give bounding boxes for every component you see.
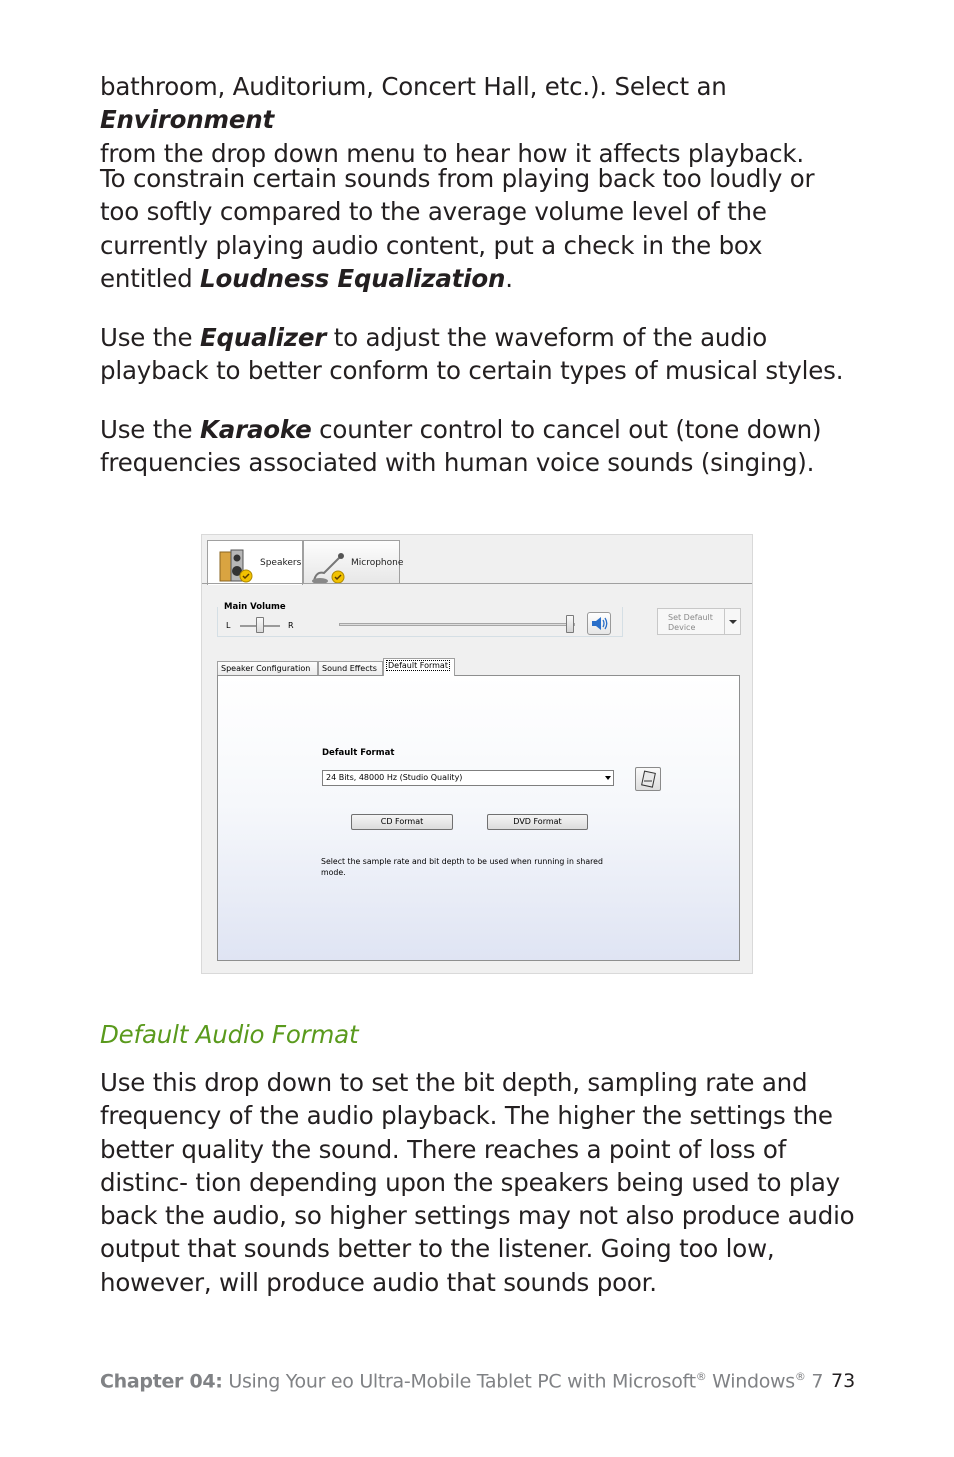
paragraph-text: counter control to cancel out (tone down) frequencies associated with human voice sounds (singing). bbox=[100, 415, 822, 478]
main-volume-label: Main Volume bbox=[224, 602, 286, 612]
registered-mark: ® bbox=[794, 1370, 806, 1383]
paragraph-text: Use the bbox=[100, 415, 200, 444]
tab-speakers[interactable] bbox=[207, 540, 303, 585]
tab-default-format[interactable] bbox=[383, 658, 455, 676]
tab-microphone[interactable] bbox=[303, 540, 404, 583]
set-default-device-label: Set Default Device bbox=[668, 613, 713, 632]
test-button[interactable] bbox=[635, 767, 661, 791]
default-format-value: 24 Bits, 48000 Hz (Studio Quality) bbox=[326, 773, 463, 782]
tab-speaker-configuration[interactable] bbox=[217, 661, 318, 676]
default-format-select[interactable] bbox=[322, 770, 614, 786]
footer-chapter: Chapter 04: bbox=[100, 1370, 223, 1393]
emphasis-environment: Environment bbox=[100, 105, 275, 135]
tab-label: Sound Effects bbox=[322, 664, 377, 673]
paragraph-text: bathroom, Auditorium, Concert Hall, etc.). Select an bbox=[100, 72, 727, 101]
paragraph-text: Use the bbox=[100, 323, 200, 352]
microphone-icon bbox=[310, 549, 350, 585]
registered-mark: ® bbox=[695, 1370, 707, 1383]
chevron-down-icon bbox=[605, 776, 611, 780]
tab-sound-effects[interactable] bbox=[318, 661, 383, 676]
paragraph-karaoke bbox=[100, 413, 860, 480]
volume-slider-track bbox=[339, 623, 575, 626]
balance-right-label: R bbox=[288, 621, 294, 630]
cd-format-button[interactable]: CD Format bbox=[351, 814, 453, 830]
emphasis-loudness-equalization: Loudness Equalization bbox=[200, 263, 506, 293]
test-sound-icon bbox=[636, 768, 660, 790]
speakers-icon bbox=[218, 549, 256, 585]
emphasis-equalizer: Equalizer bbox=[199, 323, 327, 352]
audio-settings-screenshot bbox=[201, 534, 753, 974]
paragraph-text: to adjust the waveform of the audio playback to better conform to certain types of musical styles. bbox=[100, 323, 844, 386]
paragraph-text: Use this drop down to set the bit depth, sampling rate and frequency of the audio playback. The higher the settings the better quality the sound. There reaches a point of loss of distinc- tion depending upon the speakers being used to play back the audio, so higher settings may not also produce audio output that sounds better to the listener. Going too low, however, will produce audio that sounds poor. bbox=[100, 1068, 855, 1297]
emphasis-karaoke: Karaoke bbox=[199, 415, 312, 444]
footer-title: 7 bbox=[805, 1370, 824, 1393]
tab-label: Speaker Configuration bbox=[221, 664, 311, 673]
set-default-device-dropdown[interactable] bbox=[657, 608, 741, 635]
speaker-volume-icon bbox=[588, 613, 610, 634]
balance-slider-thumb[interactable] bbox=[256, 617, 264, 633]
paragraph-text: To constrain certain sounds from playing back too loudly or too softly compared to the average volume level of the currently playing audio content, put a check in the box entitled bbox=[100, 164, 815, 293]
paragraph-loudness bbox=[100, 162, 860, 295]
balance-left-label: L bbox=[226, 621, 231, 630]
paragraph-default-audio-format bbox=[100, 1066, 860, 1299]
page-footer bbox=[100, 1370, 823, 1392]
tab-speakers-label: Speakers bbox=[260, 558, 302, 568]
paragraph-text: . bbox=[505, 263, 513, 293]
dvd-format-button[interactable]: DVD Format bbox=[487, 814, 588, 830]
footer-title: Windows bbox=[706, 1370, 795, 1393]
volume-slider-thumb[interactable] bbox=[566, 615, 574, 633]
chevron-down-icon bbox=[724, 609, 740, 634]
paragraph-environment bbox=[100, 70, 860, 170]
tab-microphone-label: Microphone bbox=[351, 558, 404, 568]
default-format-hint: Select the sample rate and bit depth to be used when running in shared mode. bbox=[321, 857, 603, 877]
paragraph-text: from the drop down menu to hear how it affects playback. bbox=[100, 138, 804, 168]
tab-divider bbox=[202, 583, 752, 584]
section-heading: Default Audio Format bbox=[100, 1020, 359, 1049]
default-format-title: Default Format bbox=[322, 748, 395, 758]
mute-button[interactable] bbox=[587, 612, 611, 635]
paragraph-equalizer bbox=[100, 321, 860, 388]
page-number: 73 bbox=[831, 1370, 856, 1392]
default-format-panel bbox=[217, 675, 740, 961]
tab-label: Default Format bbox=[388, 661, 448, 670]
footer-title: Using Your eo Ultra-Mobile Tablet PC with Microsoft bbox=[222, 1370, 696, 1393]
